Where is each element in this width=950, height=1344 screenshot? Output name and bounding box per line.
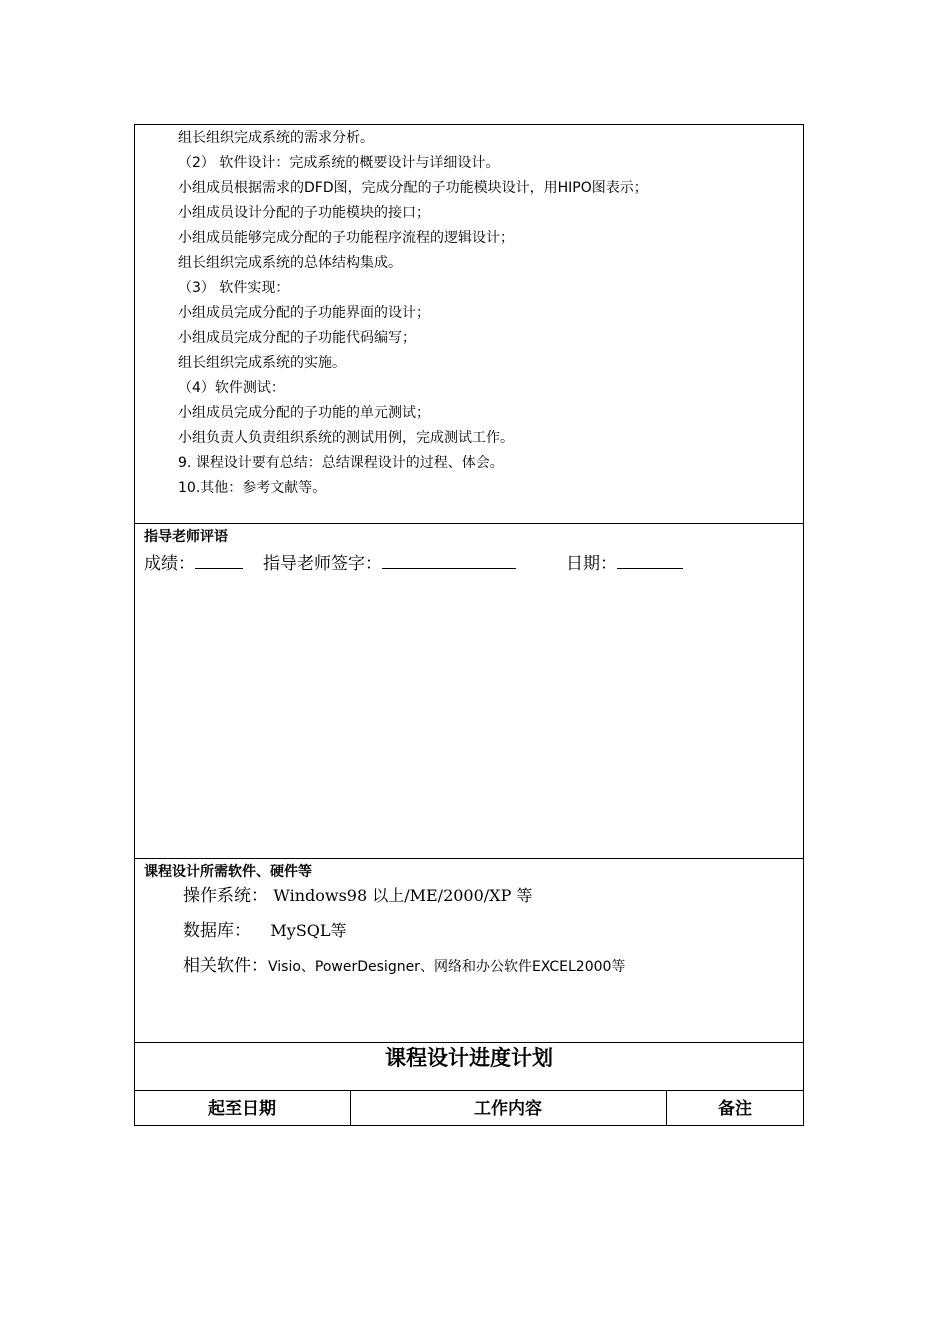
- os-line: [183, 884, 532, 908]
- requirement-item: 小组成员完成分配的子功能代码编写；: [178, 330, 416, 346]
- requirement-item: 小组成员完成分配的子功能的单元测试；: [178, 405, 430, 421]
- column-header-notes: 备注: [718, 1099, 752, 1119]
- software-title: 课程设计所需软件、硬件等: [144, 864, 312, 880]
- requirement-item: 10.其他：参考文献等。: [178, 480, 327, 496]
- signature-label: 指导老师签字：: [263, 554, 382, 574]
- os-label: 操作系统：: [183, 886, 268, 906]
- db-label: 数据库：: [183, 921, 251, 941]
- requirement-item: 组长组织完成系统的总体结构集成。: [178, 255, 402, 271]
- requirement-item: 小组成员根据需求的DFD图，完成分配的子功能模块设计，用HIPO图表示；: [178, 180, 648, 196]
- section-divider: [134, 858, 804, 859]
- requirement-item: （4）软件测试：: [178, 380, 285, 396]
- grade-blank: [195, 550, 243, 569]
- requirement-item: （3） 软件实现：: [178, 280, 290, 296]
- requirement-item: 小组成员完成分配的子功能界面的设计；: [178, 305, 430, 321]
- requirements-list: [178, 126, 798, 501]
- column-header-date: 起至日期: [208, 1099, 276, 1119]
- requirement-item: 小组成员设计分配的子功能模块的接口；: [178, 205, 430, 221]
- requirement-item: 9. 课程设计要有总结：总结课程设计的过程、体会。: [178, 455, 504, 471]
- related-software-line: [183, 954, 625, 979]
- column-header-content: 工作内容: [474, 1099, 542, 1119]
- date-label: 日期：: [566, 554, 617, 574]
- schedule-title: 课程设计进度计划: [385, 1046, 553, 1070]
- grade-label: 成绩：: [144, 554, 195, 574]
- requirement-item: 组长组织完成系统的需求分析。: [178, 130, 374, 146]
- os-value: Windows98 以上/ME/2000/XP 等: [273, 886, 533, 905]
- related-value: Visio、PowerDesigner、网络和办公软件EXCEL2000等: [268, 959, 626, 975]
- db-value: MySQL等: [270, 921, 347, 940]
- requirement-item: 组长组织完成系统的实施。: [178, 355, 346, 371]
- date-blank: [617, 550, 683, 569]
- requirement-item: 小组负责人负责组织系统的测试用例，完成测试工作。: [178, 430, 514, 446]
- related-label: 相关软件：: [183, 956, 268, 976]
- requirement-item: （2） 软件设计：完成系统的概要设计与详细设计。: [178, 155, 500, 171]
- requirement-item: 小组成员能够完成分配的子功能程序流程的逻辑设计；: [178, 230, 514, 246]
- evaluation-title: 指导老师评语: [144, 529, 228, 545]
- evaluation-fields-row: [144, 550, 683, 576]
- database-line: [183, 919, 347, 943]
- signature-blank: [382, 550, 516, 569]
- section-divider: [134, 523, 804, 524]
